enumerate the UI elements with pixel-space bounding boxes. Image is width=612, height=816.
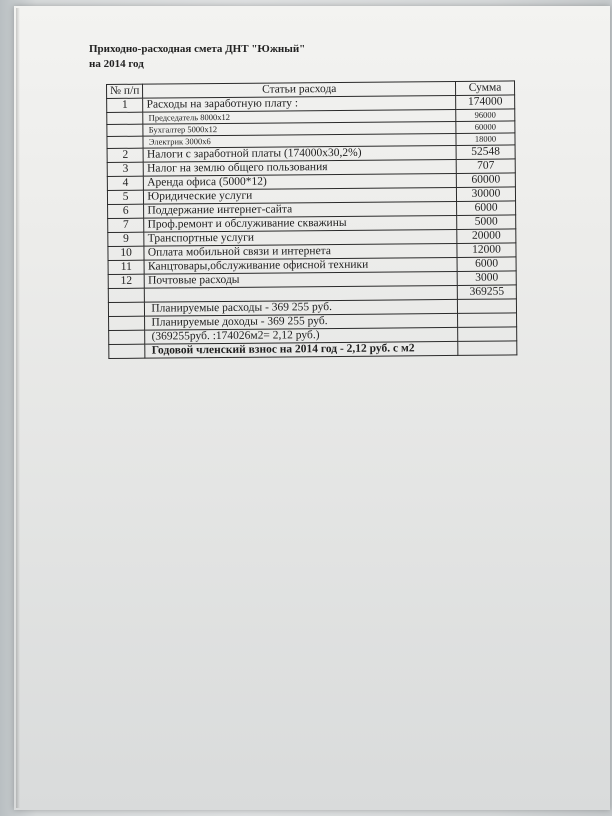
planned-income: Планируемые доходы - 369 255 руб. — [145, 313, 458, 330]
row-num — [107, 112, 143, 124]
empty-cell — [109, 330, 145, 344]
header-sum: Сумма — [455, 81, 514, 96]
row-item: Электрик 3000х6 — [143, 133, 456, 148]
row-num — [107, 124, 143, 136]
row-num: 4 — [107, 176, 143, 190]
row-num: 11 — [108, 260, 144, 274]
row-sum: 60000 — [456, 173, 515, 188]
row-item: Проф.ремонт и обслуживание скважины — [144, 215, 457, 232]
title-line-1: Приходно-расходная смета ДНТ "Южный" — [89, 43, 306, 55]
row-sum: 60000 — [456, 121, 515, 134]
row-sum: 6000 — [457, 201, 516, 216]
row-item: Транспортные услуги — [144, 229, 457, 246]
row-sum: 30000 — [456, 187, 515, 202]
row-sum: 5000 — [457, 215, 516, 230]
row-num: 3 — [107, 162, 143, 176]
row-item: Канцтовары,обслуживание офисной техники — [144, 257, 457, 274]
document-title — [89, 42, 305, 72]
row-num — [107, 136, 143, 148]
empty-cell — [457, 299, 516, 314]
row-sum: 20000 — [457, 229, 516, 244]
row-sum: 12000 — [457, 243, 516, 258]
row-num: 9 — [108, 232, 144, 246]
row-num: 10 — [108, 246, 144, 260]
row-item: Налоги с заработной платы (174000х30,2%) — [143, 145, 456, 162]
row-num: 1 — [107, 98, 143, 112]
annual-fee: Годовой членский взнос на 2014 год - 2,12 руб. с м2 — [145, 341, 458, 358]
empty-cell — [108, 302, 144, 316]
row-sum: 174000 — [456, 95, 515, 110]
empty-cell — [458, 313, 517, 328]
title-line-2: на 2014 год — [89, 58, 144, 70]
calculation-note: (369255руб. :174026м2= 2,12 руб.) — [145, 327, 458, 344]
row-sum: 52548 — [456, 145, 515, 160]
row-item: Налог на землю общего пользования — [144, 159, 457, 176]
estimate-table — [106, 80, 517, 359]
row-item: Почтовые расходы — [145, 271, 458, 288]
empty-cell — [458, 327, 517, 342]
row-num: 5 — [107, 190, 143, 204]
row-sum: 707 — [456, 159, 515, 174]
empty-cell — [109, 316, 145, 330]
annual-fee-row — [109, 341, 517, 359]
row-item: Аренда офиса (5000*12) — [144, 173, 457, 190]
row-item: Юридические услуги — [144, 187, 457, 204]
row-item: Поддержание интернет-сайта — [144, 201, 457, 218]
empty-cell — [109, 344, 145, 358]
header-item: Статьи расхода — [143, 81, 456, 98]
row-num: 2 — [107, 148, 143, 162]
row-item: Бухгалтер 5000х12 — [143, 121, 456, 136]
header-num: № п/п — [107, 84, 143, 98]
empty-cell — [458, 341, 517, 356]
row-item: Расходы на заработную плату : — [143, 95, 456, 112]
row-num: 12 — [108, 274, 144, 288]
planned-expenses: Планируемые расходы - 369 255 руб. — [145, 299, 458, 316]
paper-edge-shadow — [16, 8, 20, 808]
row-sum: 3000 — [457, 271, 516, 286]
row-sum: 18000 — [456, 133, 515, 146]
row-num: 7 — [108, 218, 144, 232]
row-sum: 6000 — [457, 257, 516, 272]
row-item: Оплата мобильной связи и интернета — [144, 243, 457, 260]
total-sum: 369255 — [457, 285, 516, 300]
row-item: Председатель 8000х12 — [143, 109, 456, 124]
row-num: 6 — [108, 204, 144, 218]
row-sum: 96000 — [456, 109, 515, 122]
empty-cell — [108, 288, 144, 302]
